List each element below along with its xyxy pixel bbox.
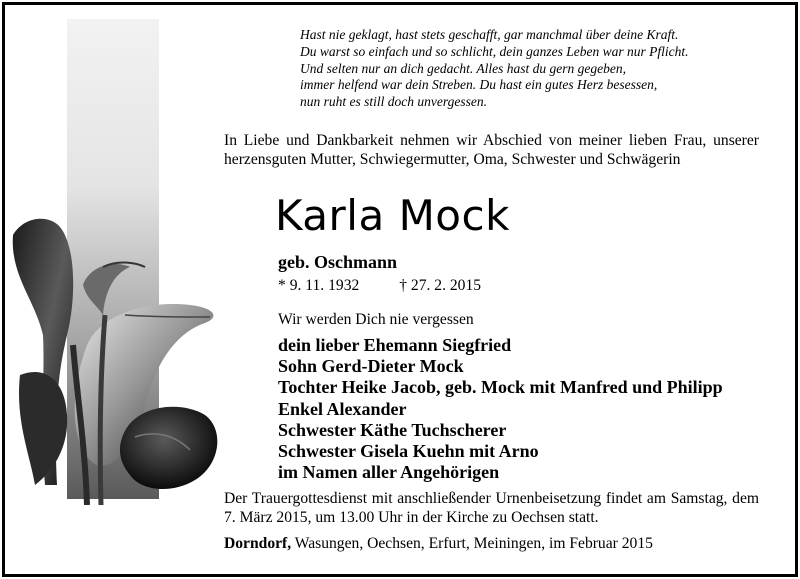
- remembrance-line: Wir werden Dich nie vergessen: [278, 311, 474, 328]
- poem-line: nun ruht es still doch unvergessen.: [300, 94, 487, 110]
- mourner-line: Tochter Heike Jacob, geb. Mock mit Manfred und Philipp: [278, 377, 723, 398]
- mourner-line: im Namen aller Angehörigen: [278, 462, 500, 483]
- obituary-frame: [2, 2, 798, 577]
- place-and-date: [224, 535, 653, 553]
- mourners-list: [278, 335, 723, 483]
- mourner-line: Sohn Gerd-Dieter Mock: [278, 356, 464, 377]
- memorial-poem: [300, 27, 770, 111]
- calla-lily-illustration: [5, 205, 235, 505]
- poem-line: immer helfend war dein Streben. Du hast ein gutes Herz besessen,: [300, 77, 658, 93]
- mourner-line: Schwester Gisela Kuehn mit Arno: [278, 441, 539, 462]
- mourner-line: Schwester Käthe Tuchscherer: [278, 419, 507, 440]
- funeral-service-info: Der Trauergottesdienst mit anschließender Urnenbeisetzung findet am Samstag, dem 7. März 2015, um 13.00 Uhr in der Kirche zu Oechsen statt.: [224, 490, 759, 526]
- mourner-line: dein lieber Ehemann Siegfried: [278, 335, 512, 355]
- place-town: Dorndorf,: [224, 535, 292, 552]
- farewell-intro: In Liebe und Dankbarkeit nehmen wir Abschied von meiner lieben Frau, unserer herzensguten Mutter, Schwiegermutter, Oma, Schwester und Schwägerin: [224, 132, 759, 168]
- poem-line: Und selten nur an dich gedacht. Alles hast du gern gegeben,: [300, 60, 626, 76]
- life-dates: [278, 277, 481, 295]
- poem-line: Du warst so einfach und so schlicht, dein ganzes Leben war nur Pflicht.: [300, 43, 689, 59]
- death-date: † 27. 2. 2015: [399, 277, 482, 294]
- place-rest: Wasungen, Oechsen, Erfurt, Meiningen, im Februar 2015: [291, 535, 653, 552]
- mourner-line: Enkel Alexander: [278, 398, 407, 419]
- deceased-name: Karla Mock: [275, 191, 510, 240]
- poem-line: Hast nie geklagt, hast stets geschafft, gar manchmal über deine Kraft.: [300, 27, 679, 42]
- birth-date: * 9. 11. 1932: [278, 277, 360, 294]
- maiden-name: geb. Oschmann: [278, 252, 398, 272]
